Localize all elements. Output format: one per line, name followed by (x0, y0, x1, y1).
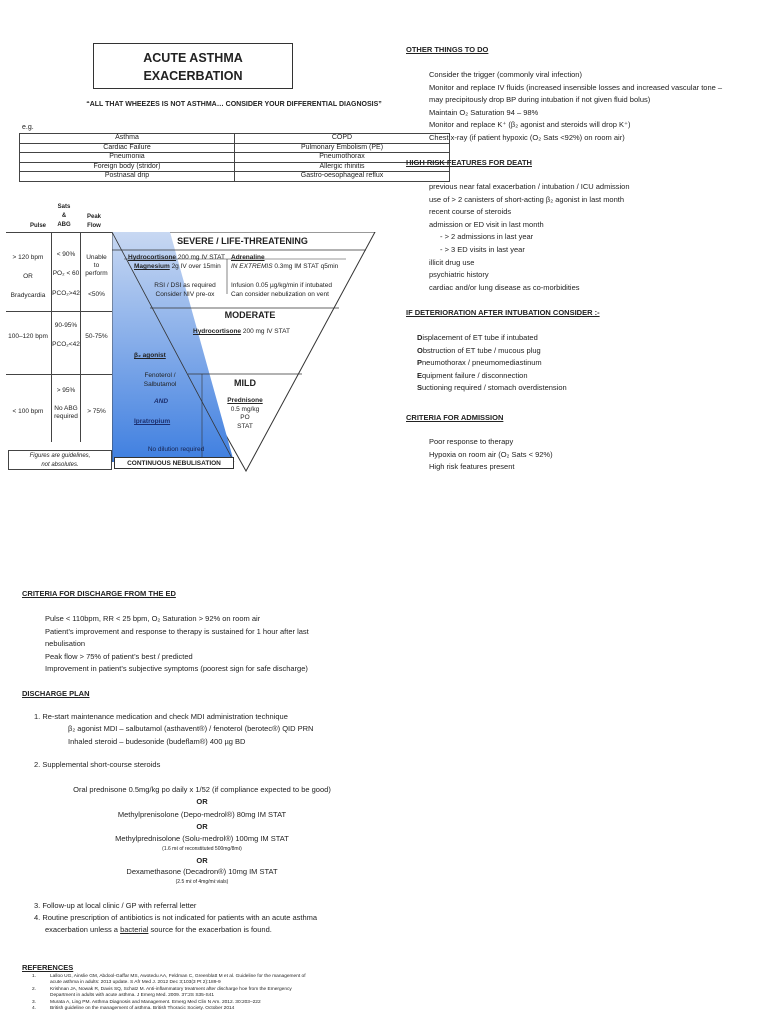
reference-item: 4. British guideline on the management of asthma. British Thoracic Society. October 2014 (32, 1006, 235, 1012)
moderate-sats: 90-95% (54, 322, 78, 329)
moderate-label: MODERATE (224, 310, 276, 320)
list-item: previous near fatal exacerbation / intubation / ICU admission (429, 182, 630, 191)
list-item: admission or ED visit in last month (429, 219, 544, 229)
mild-pulse: < 100 bpm (12, 408, 44, 415)
discharge-criteria-list (45, 613, 425, 676)
reference-item: 2. Krishnan JA, Nowak R, Davis SQ, Schatz M. Anti-inflammatory treatment after discharge hoe from the Emergency Department in adults with acute asthma. J Emerg Med. 2009. 37:2S S35-S41 (32, 986, 292, 999)
list-item: recent course of steroids (429, 207, 512, 217)
list-item: nebulisation (45, 639, 86, 649)
table-cell: Postnasal drip (20, 172, 235, 182)
deterioration-list (417, 332, 757, 395)
peak-flow-header: Peak Flow (86, 214, 101, 229)
discharge-plan-item-2: 2. Supplemental short-course steroids (34, 760, 161, 769)
list-item: cardiac and/or lung disease as co-morbidities (429, 282, 580, 292)
steroid-dexa: Dexamethasone (Decadron®) 10mg IM STAT (126, 867, 278, 876)
list-item: illicit drug use (429, 257, 475, 267)
steroid-solu: Methylprednisolone (Solu-medrol®) 100mg IM STAT (115, 834, 289, 843)
severe-rsi: RSI / DSI as required Consider NIV pre-ox (154, 282, 216, 298)
list-item: Hypoxia on room air (O₂ Sats < 92%) (429, 449, 553, 459)
severe-pco2: PCO₂>42 (52, 290, 80, 297)
severe-pulse: > 120 bpm (12, 254, 44, 261)
mild-sats: > 95% (56, 387, 76, 394)
title-line-2: EXACERBATION (143, 69, 243, 83)
severe-adrenaline: Adrenaline IN EXTREMIS 0.3mg IM STAT q5min (231, 254, 339, 270)
ipratropium-label: Ipratropium (134, 418, 171, 425)
severe-hydrocortisone: Hydrocortisone 200 mg IV STAT (128, 254, 225, 261)
steroid-solu-note: (1.6 mℓ of reconstituted 500mg/8mℓ) (162, 846, 242, 852)
table-cell: Pneumothorax (235, 153, 450, 163)
table-row (20, 143, 450, 153)
steroid-dexa-note: (2.5 mℓ of 4mg/mℓ vials) (175, 879, 229, 885)
criteria-divider (6, 311, 112, 312)
eg-label: e.g. (22, 124, 34, 131)
title-box (93, 43, 293, 89)
severe-po2: PO₂ < 60 (52, 270, 80, 277)
list-item: - > 3 ED visits in last year (440, 244, 525, 254)
list-item: Chest x-ray (if patient hypoxic (O₂ Sats <92%) on room air) (429, 132, 625, 142)
list-item: Peak flow > 75% of patient’s best / predicted (45, 651, 193, 661)
b2-agonist-label: β₂ agonist (134, 352, 166, 359)
high-risk-heading: HIGH RISK FEATURES FOR DEATH (406, 158, 532, 167)
moderate-hydrocortisone: Hydrocortisone 200 mg IV STAT (193, 328, 290, 335)
table-cell: COPD (235, 134, 450, 144)
list-item: High risk features present (429, 462, 515, 472)
references-heading: REFERENCES (22, 963, 74, 972)
no-dilution-label: No dilution required (147, 446, 205, 453)
guideline-note: Figures are guidelines, not absolutes. (8, 450, 112, 470)
criteria-divider (6, 232, 112, 233)
list-item: Monitor and replace IV fluids (increased insensible losses and increased vascular tone – (429, 82, 723, 92)
table-cell: Gastro-oesophageal reflux (235, 172, 450, 182)
table-row (20, 153, 450, 163)
high-risk-list (429, 181, 759, 294)
severe-label: SEVERE / LIFE-THREATENING (177, 236, 308, 246)
list-item: Pulse < 110bpm, RR < 25 bpm, O₂ Saturation > 92% on room air (45, 614, 261, 623)
admission-list (429, 436, 759, 474)
severe-magnesium: Magnesium 2g IV over 15min (134, 263, 221, 270)
differential-diagnosis-table (19, 133, 450, 182)
table-cell: Pneumonia (20, 153, 235, 163)
and-label: AND (153, 398, 169, 405)
list-item: Consider the trigger (commonly viral infection) (429, 70, 582, 79)
severe-infusion: Infusion 0.05 µg/kg/min if intubated Can consider nebulization on vent (231, 282, 332, 298)
admission-heading: CRITERIA FOR ADMISSION (406, 413, 504, 422)
severe-peak-flow: Unable to perform (85, 254, 108, 277)
list-item: Monitor and replace K⁺ (β₂ agonist and steroids will drop K⁺) (429, 120, 631, 130)
other-things-list (429, 69, 767, 145)
table-cell: Asthma (20, 134, 235, 144)
mild-label: MILD (234, 378, 256, 388)
list-item: Obstruction of ET tube / mucous plug (417, 345, 541, 355)
tagline: “ALL THAT WHEEZES IS NOT ASTHMA… CONSIDER YOUR DIFFERENTIAL DIAGNOSIS” (86, 101, 382, 108)
continuous-nebulisation-box: CONTINUOUS NEBULISATION (114, 457, 234, 469)
list-item: may precipitously drop BP during intubation if not given fluid bolus) (429, 95, 651, 105)
table-cell: Pulmonary Embolism (PE) (235, 143, 450, 153)
steroid-oral: Oral prednisone 0.5mg/kg po daily x 1/52 (if compliance expected to be good) (73, 785, 331, 794)
severe-pulse-or: OR (23, 273, 33, 280)
list-item: Maintain O₂ Saturation 94 – 98% (429, 107, 539, 117)
discharge-plan-heading: DISCHARGE PLAN (22, 689, 90, 698)
list-item: Suctioning required / stomach overdistension (417, 383, 567, 393)
deterioration-heading: IF DETERIORATION AFTER INTUBATION CONSIDER :- (406, 308, 600, 317)
mild-prednisone: Prednisone 0.5 mg/kg PO STAT (227, 397, 263, 430)
discharge-plan-item-4-cont: exacerbation unless a bacterial source for the exacerbation is found. (45, 925, 272, 934)
reference-item: 1. Lalloo UG, Ainslie GM, Abdool-Gaffar MS, Awotedu AA, Feldman C, Greenblatt M et al. Guideline for the management of acute asthma in adults: 2013 update. S Afr Med J. 2012 Dec 3;103(3 Pt 2):189-9 (32, 974, 306, 986)
list-item: Equipment failure / disconnection (417, 370, 528, 380)
list-item: - > 2 admissions in last year (440, 232, 534, 242)
moderate-pulse: 100–120 bpm (8, 333, 48, 340)
fenoterol-label: Fenoterol / Salbutamol (143, 372, 177, 388)
moderate-pco2: PCO₂<42 (52, 341, 80, 348)
list-item: Improvement in patient’s subjective symptoms (poorest sign for safe discharge) (45, 664, 308, 674)
other-things-heading: OTHER THINGS TO DO (406, 45, 489, 54)
table-cell: Foreign body (stridor) (20, 162, 235, 172)
list-item: Patient’s improvement and response to therapy is sustained for 1 hour after last (45, 626, 309, 636)
reference-item: 3. Murata A, Ling PM. Asthma Diagnosis and Management. Emerg Med Clin N Am. 2012. 30:203–222 (32, 999, 261, 1005)
discharge-plan-item-4: 4. Routine prescription of antibiotics is not indicated for patients with an acute asthma (34, 913, 318, 922)
list-item: use of > 2 canisters of short-acting β₂ agonist in last month (429, 194, 625, 204)
steroid-or: OR (196, 856, 208, 865)
discharge-plan-inhaled-steroid: Inhaled steroid – budesonide (budeflam®) 400 µg BD (68, 737, 246, 746)
table-row (20, 162, 450, 172)
table-row (20, 134, 450, 144)
list-item: psychiatric history (429, 270, 489, 280)
discharge-plan-b2-agonist: β₂ agonist MDI – salbutamol (asthavent®) / fenoterol (berotec®) QID PRN (68, 724, 314, 733)
sats-header: Sats & ABG (57, 204, 71, 228)
discharge-plan-item-3: 3. Follow-up at local clinic / GP with referral letter (34, 901, 197, 910)
pulse-header: Pulse (29, 223, 46, 229)
discharge-plan-item-1: 1. Re-start maintenance medication and check MDI administration technique (34, 712, 288, 721)
list-item: Poor response to therapy (429, 437, 514, 446)
mild-peak-flow: > 75% (87, 408, 106, 415)
table-cell: Allergic rhinitis (235, 162, 450, 172)
mild-abg: No ABG required (54, 405, 78, 420)
steroid-or: OR (196, 797, 208, 806)
steroid-depo: Methylprenisolone (Depo-medrol®) 80mg IM STAT (117, 810, 287, 819)
table-cell: Cardiac Failure (20, 143, 235, 153)
severe-sats: < 90% (56, 251, 76, 258)
steroid-or: OR (196, 822, 208, 831)
list-item: Pneumothorax / pneumomediastinum (417, 358, 542, 368)
references-list (22, 974, 402, 1012)
table-row (20, 172, 450, 182)
severe-peak-percent: <50% (88, 291, 105, 298)
severe-pulse-brady: Bradycardia (10, 292, 46, 299)
discharge-criteria-heading: CRITERIA FOR DISCHARGE FROM THE ED (22, 589, 176, 598)
title-line-1: ACUTE ASTHMA (143, 51, 243, 65)
moderate-peak-flow: 50-75% (85, 333, 108, 340)
criteria-divider (6, 374, 112, 375)
list-item: Displacement of ET tube if intubated (417, 333, 538, 342)
